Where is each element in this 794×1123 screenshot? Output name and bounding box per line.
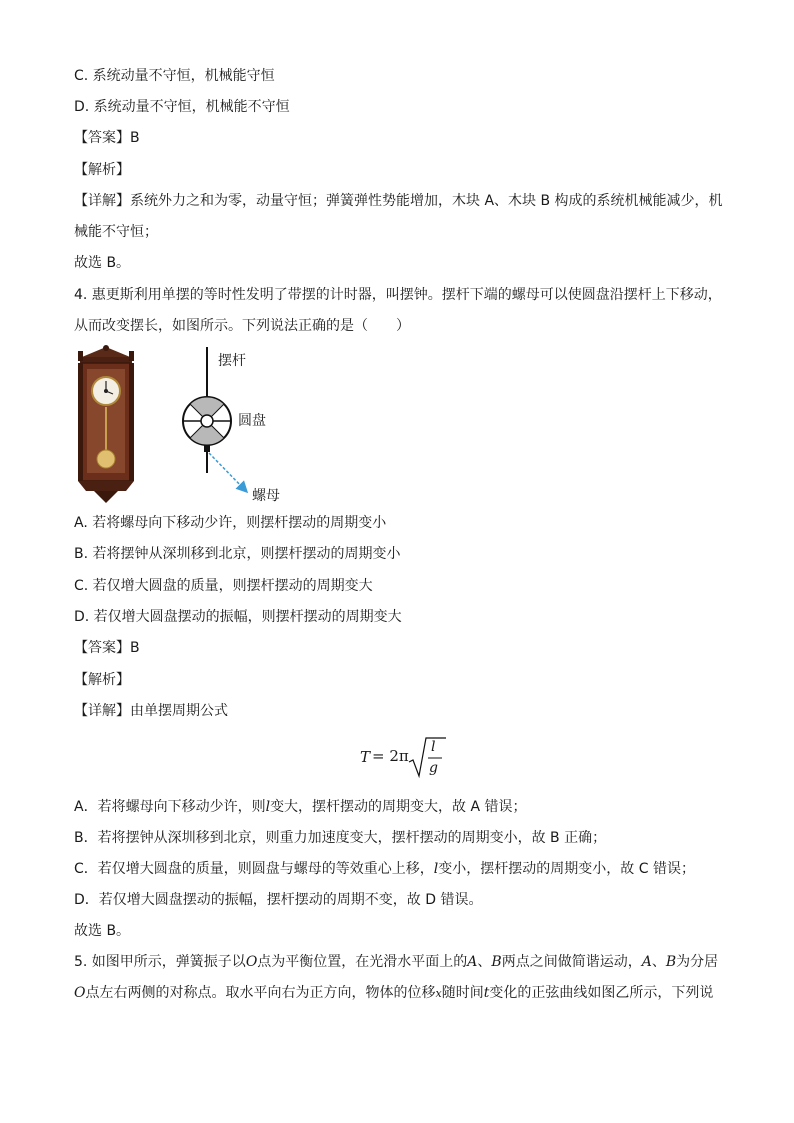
question-5-line2 — [74, 983, 713, 1004]
detail-text: 系统外力之和为零，动量守恒；弹簧弹性势能增加，木块 A、木块 B 构成的系统机械能减少，机 — [130, 193, 723, 209]
option-d: D. 若仅增大圆盘摆动的振幅，则摆杆摆动的周期变大 — [74, 609, 402, 625]
question-4-line2: 从而改变摆长，如图所示。下列说法正确的是（ ） — [74, 318, 410, 334]
answer-tag: 【答案】 — [74, 640, 130, 656]
formula-num: l — [431, 739, 436, 755]
detail-tag: 【详解】 — [74, 193, 130, 209]
detail-2 — [74, 701, 228, 721]
q5-text: 两点之间做简谐运动， — [501, 954, 642, 970]
period-formula — [358, 736, 438, 780]
q5-text: 、 — [651, 954, 666, 970]
formula-eq: = 2π — [372, 747, 409, 765]
detail-tag: 【详解】 — [74, 703, 130, 719]
detail-1-cont: 械能不守恒； — [74, 224, 158, 240]
label-rod: 摆杆 — [218, 353, 246, 369]
solution-a-var: l — [265, 799, 271, 815]
q5-var-b: B — [491, 954, 502, 970]
analysis-tag-1: 【解析】 — [74, 162, 130, 178]
solution-c — [74, 859, 695, 879]
nut-shape — [204, 445, 210, 452]
solution-d: D．若仅增大圆盘摆动的振幅，摆杆摆动的周期不变，故 D 错误。 — [74, 892, 483, 908]
option-a: A. 若将螺母向下移动少许，则摆杆摆动的周期变小 — [74, 515, 387, 531]
answer-2 — [74, 638, 140, 658]
answer-tag: 【答案】 — [74, 130, 130, 146]
pendulum-diagram — [176, 345, 296, 510]
q5-var-t: t — [483, 985, 490, 1001]
solution-a-text1: A．若将螺母向下移动少许，则 — [74, 799, 266, 815]
formula-den: g — [429, 760, 438, 776]
analysis-tag-2: 【解析】 — [74, 672, 130, 688]
label-nut: 螺母 — [252, 488, 280, 504]
solution-a — [74, 797, 527, 817]
option-c: C. 若仅增大圆盘的质量，则摆杆摆动的周期变大 — [74, 578, 373, 594]
detail-text: 由单摆周期公式 — [130, 703, 228, 719]
option-c-prev: C. 系统动量不守恒，机械能守恒 — [74, 68, 275, 84]
solution-a-text2: 变大，摆杆摆动的周期变大，故 A 错误； — [270, 799, 527, 815]
selection-1: 故选 B。 — [74, 255, 131, 271]
q5-var-o: O — [74, 985, 86, 1001]
answer-1 — [74, 128, 140, 148]
q5-text: 5. 如图甲所示，弹簧振子以 — [74, 954, 246, 970]
solution-b: B．若将摆钟从深圳移到北京，则重力加速度变大，摆杆摆动的周期变小，故 B 正确； — [74, 830, 607, 846]
option-d-prev: D. 系统动量不守恒，机械能不守恒 — [74, 99, 290, 115]
sqrt-sign — [408, 736, 448, 780]
solution-c-var: l — [433, 861, 439, 877]
selection-2: 故选 B。 — [74, 923, 131, 939]
question-5-line1 — [74, 952, 718, 972]
answer-value: B — [130, 130, 140, 146]
q5-text: 、 — [477, 954, 492, 970]
q5-text: 随时间 — [441, 985, 484, 1001]
answer-value: B — [130, 640, 140, 656]
q5-var-o: O — [245, 954, 258, 970]
detail-1 — [74, 191, 723, 211]
question-4-line1: 4. 惠更斯利用单摆的等时性发明了带摆的计时器，叫摆钟。摆杆下端的螺母可以使圆盘沿摆杆上下移动， — [74, 287, 722, 303]
pendulum-clock-image — [74, 345, 138, 505]
q5-var-a: A — [641, 954, 652, 970]
q5-var-a: A — [467, 954, 478, 970]
q5-text: 点为平衡位置，在光滑水平面上的 — [257, 954, 468, 970]
q5-var-b: B — [665, 954, 677, 970]
solution-c-text1: C．若仅增大圆盘的质量，则圆盘与螺母的等效重心上移， — [74, 861, 434, 877]
q5-var-x: x — [435, 987, 442, 1000]
q5-text: 变化的正弦曲线如图乙所示，下列说 — [489, 985, 714, 1001]
q5-text: 点左右两侧的对称点。取水平向右为正方向，物体的位移 — [85, 985, 436, 1001]
q5-text: 为分居 — [676, 954, 719, 970]
solution-c-text2: 变小，摆杆摆动的周期变小，故 C 错误； — [438, 861, 695, 877]
option-b: B. 若将摆钟从深圳移到北京，则摆杆摆动的周期变小 — [74, 546, 401, 562]
formula-lhs: T — [360, 748, 371, 766]
label-disc: 圆盘 — [238, 413, 266, 429]
nut-arrow — [209, 453, 246, 491]
